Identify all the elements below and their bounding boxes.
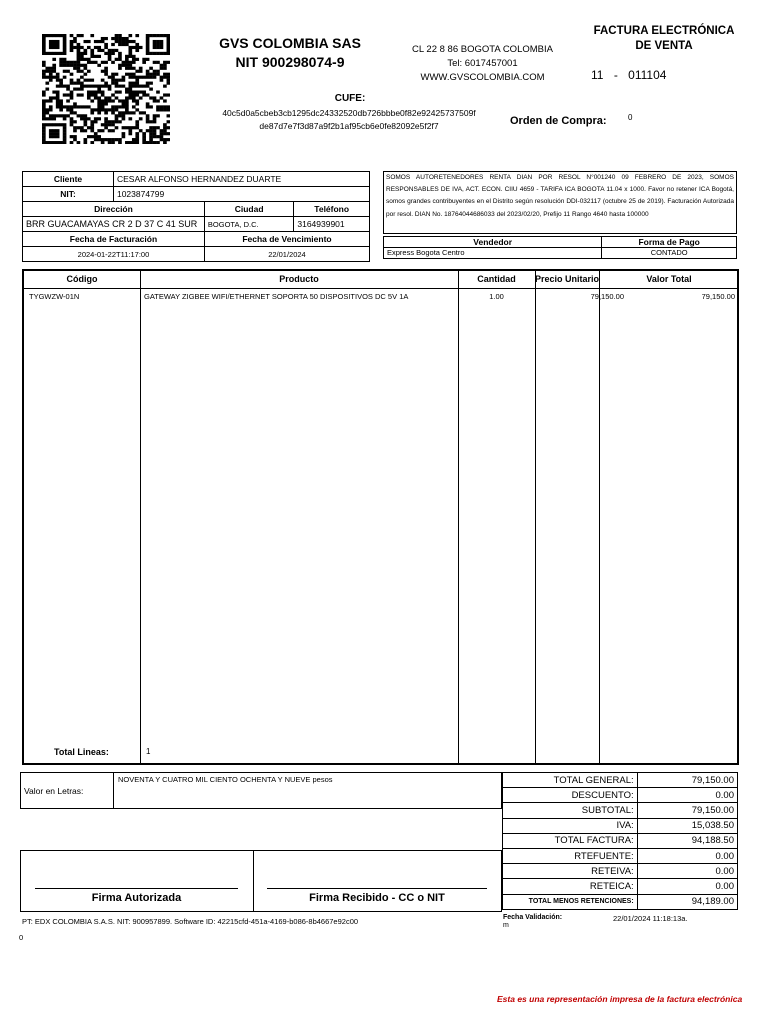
totals-row <box>503 803 738 818</box>
valor-letras-box <box>20 772 502 809</box>
invoice-title-line2: DE VENTA <box>635 40 693 52</box>
vendedor-value: Express Bogota Centro <box>384 248 602 259</box>
orden-compra-value: 0 <box>628 113 633 122</box>
software-provider-line: PT: EDX COLOMBIA S.A.S. NIT: 900957899. Software ID: 42215cfd-451a-4169-b086-8b4667e92c00 <box>22 917 359 926</box>
header-valor-total: Valor Total <box>646 274 692 284</box>
header-codigo: Código <box>66 274 98 284</box>
item-producto: GATEWAY ZIGBEE WIFI/ETHERNET SOPORTA 50 DISPOSITIVOS DC 5V 1A <box>144 292 409 301</box>
invoice-number <box>591 68 666 82</box>
totals-label: SUBTOTAL: <box>503 803 638 818</box>
totals-value: 94,188.50 <box>637 833 737 848</box>
signature-line-recibido <box>267 888 487 889</box>
cufe-line2: de87d7e7f3d87a9f2b1af95cb6e0fe82092e5f2f7 <box>259 121 439 131</box>
footer-zero: 0 <box>19 933 24 942</box>
fecha-validacion-label: Fecha Validación: <box>503 914 563 921</box>
forma-pago-label: Forma de Pago <box>602 237 737 248</box>
totals-label: IVA: <box>503 818 638 833</box>
fecha-vencimiento-label: Fecha de Vencimiento <box>204 232 369 247</box>
invoice-prefix: 11 <box>591 68 604 82</box>
nit-value: 1023874799 <box>113 187 369 202</box>
totals-row <box>503 818 738 833</box>
company-website: WWW.GVSCOLOMBIA.COM <box>420 72 545 83</box>
totals-label: TOTAL MENOS RETENCIONES: <box>503 894 638 909</box>
valor-letras-label: Valor en Letras: <box>24 786 84 796</box>
item-cantidad: 1.00 <box>489 292 504 301</box>
total-lineas-value: 1 <box>146 747 151 756</box>
letras-divider <box>113 773 114 808</box>
footer-mark: m <box>503 922 509 929</box>
total-lineas-label: Total Lineas: <box>54 747 109 757</box>
signature-line-autorizada <box>35 888 238 889</box>
column-divider <box>535 271 536 763</box>
totals-label: DESCUENTO: <box>503 788 638 803</box>
client-table <box>22 171 370 262</box>
totals-label: RETEIVA: <box>503 864 638 879</box>
company-block <box>205 34 375 72</box>
item-codigo: TYGWZW-01N <box>29 292 80 301</box>
valor-letras-value: NOVENTA Y CUATRO MIL CIENTO OCHENTA Y NUEVE pesos <box>118 775 333 784</box>
totals-row <box>503 833 738 848</box>
invoice-number-value: 011104 <box>628 68 667 82</box>
totals-value: 15,038.50 <box>637 818 737 833</box>
column-divider <box>599 271 600 763</box>
header-precio-unitario: Precio Unitario <box>535 274 600 284</box>
company-phone: Tel: 6017457001 <box>447 58 518 69</box>
forma-pago-value: CONTADO <box>602 248 737 259</box>
totals-row <box>503 773 738 788</box>
cliente-value: CESAR ALFONSO HERNANDEZ DUARTE <box>113 172 369 187</box>
cufe-value <box>208 107 490 133</box>
representation-notice: Esta es una representación impresa de la factura electrónica <box>497 994 743 1004</box>
totals-value: 0.00 <box>637 879 737 894</box>
fecha-facturacion-label: Fecha de Facturación <box>23 232 205 247</box>
totals-label: TOTAL FACTURA: <box>503 833 638 848</box>
totals-label: TOTAL GENERAL: <box>503 773 638 788</box>
fecha-validacion-value: 22/01/2024 11:18:13a. <box>613 914 688 923</box>
item-precio: 79,150.00 <box>590 292 624 301</box>
ciudad-value: BOGOTA, D.C. <box>204 217 293 232</box>
firma-autorizada: Firma Autorizada <box>91 892 182 904</box>
company-contact <box>395 43 570 85</box>
firma-recibido: Firma Recibido - CC o NIT <box>309 892 445 904</box>
invoice-title <box>588 24 740 54</box>
totals-value: 79,150.00 <box>637 773 737 788</box>
totals-value: 94,189.00 <box>637 894 737 909</box>
totals-value: 0.00 <box>637 788 737 803</box>
qr-code <box>42 34 170 144</box>
totals-table <box>502 772 738 910</box>
totals-row <box>503 879 738 894</box>
item-valor: 79,150.00 <box>701 292 735 301</box>
telefono-value: 3164939901 <box>294 217 370 232</box>
totals-row <box>503 894 738 909</box>
signature-box <box>20 850 502 912</box>
cliente-label: Cliente <box>23 172 114 187</box>
totals-label: RTEFUENTE: <box>503 848 638 863</box>
nit-label: NIT: <box>23 187 114 202</box>
fecha-facturacion-value: 2024-01-22T11:17:00 <box>23 247 205 262</box>
column-divider <box>458 271 459 763</box>
totals-value: 0.00 <box>637 864 737 879</box>
vendedor-label: Vendedor <box>384 237 602 248</box>
totals-label: RETEICA: <box>503 879 638 894</box>
cufe-line1: 40c5d0a5cbeb3cb1295dc24332520db726bbbe0f82e92425737509f <box>222 108 476 118</box>
company-address: CL 22 8 86 BOGOTA COLOMBIA <box>412 44 553 55</box>
totals-row <box>503 788 738 803</box>
invoice-separator: - <box>613 68 618 82</box>
company-nit: NIT 900298074-9 <box>235 54 345 70</box>
invoice-title-line1: FACTURA ELECTRÓNICA <box>593 25 735 37</box>
cufe-label: CUFE: <box>334 93 366 104</box>
totals-row <box>503 848 738 863</box>
direccion-value: BRR GUACAMAYAS CR 2 D 37 C 41 SUR <box>23 217 205 232</box>
legal-text: SOMOS AUTORETENEDORES RENTA DIAN POR RESOL N°001240 09 FEBRERO DE 2023, SOMOS RESPONSABLES DE IVA, ACT. ECON. CIIU 4659 - TARIFA ICA BOGOTA 11.04 x 1000. Favor no retener ICA Bogotá, somos grandes contribuyentes en el Distrito según resolución DDI-032117 (octubre 25 de 2019). Facturación Autorizada por resol. DIAN No. 18764044686033 del 2023/02/20, Prefijo 11 Rango 4640 hasta 100000 <box>383 171 737 234</box>
totals-value: 0.00 <box>637 848 737 863</box>
orden-compra-label: Orden de Compra: <box>510 115 607 127</box>
totals-value: 79,150.00 <box>637 803 737 818</box>
column-divider <box>140 271 141 763</box>
direccion-label: Dirección <box>23 202 205 217</box>
seller-table <box>383 236 737 259</box>
telefono-label: Teléfono <box>294 202 370 217</box>
fecha-vencimiento-value: 22/01/2024 <box>204 247 369 262</box>
items-table <box>22 269 739 765</box>
header-producto: Producto <box>279 274 319 284</box>
totals-row <box>503 864 738 879</box>
company-name: GVS COLOMBIA SAS <box>219 35 361 51</box>
header-cantidad: Cantidad <box>477 274 516 284</box>
ciudad-label: Ciudad <box>204 202 293 217</box>
signature-divider <box>253 851 254 911</box>
